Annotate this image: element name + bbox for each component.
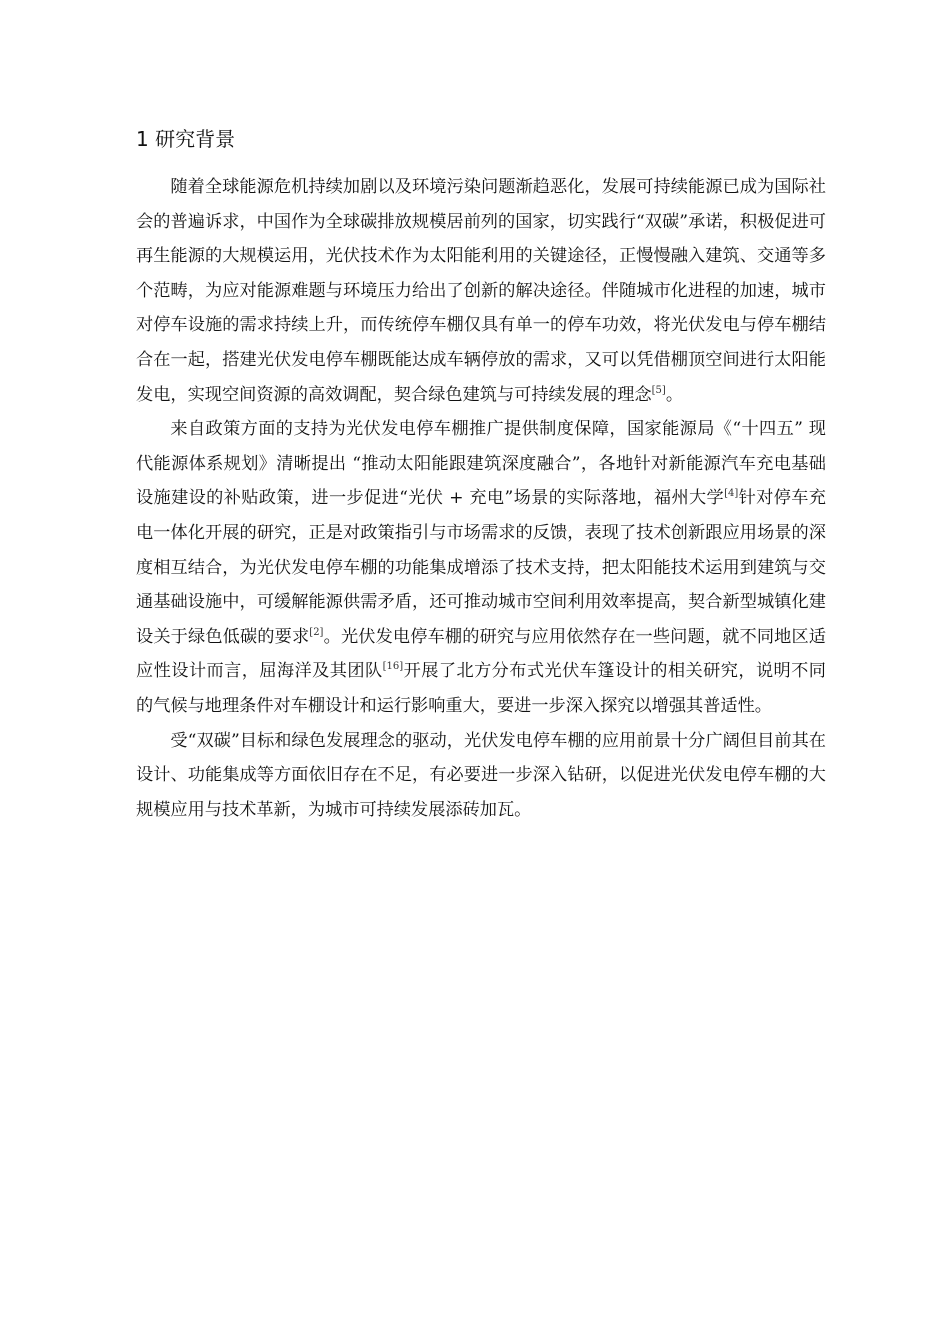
citation-ref: [5] — [651, 384, 666, 396]
section-heading: 1 研究背景 — [136, 127, 236, 151]
citation-ref: [4] — [724, 488, 739, 500]
paragraph-3 — [136, 724, 826, 828]
paragraph-text: 开展了北方分布式光伏车篷设计的相关研究，说明不同的气候与地理条件对车棚设计和运行影响重大，要进一步深入探究以增强其普适性。 — [136, 661, 826, 716]
paragraph-text: 。光伏发电停车棚的研究与应用依然存在一些问题，就不同地区适应性设计而言，屈海洋及其团队 — [136, 626, 826, 682]
paragraph-text: 随着全球能源危机持续加剧以及环境污染问题渐趋恶化，发展可持续能源已成为国际社会的普遍诉求，中国作为全球碳排放规模居前列的国家，切实践行“双碳”承诺，积极促进可再生能源的大规模运用，光伏技术作为太阳能利用的关键途径，正慢慢融入建筑、交通等多个范畴，为应对能源难题与环境压力给出了创新的解决途径。伴随城市化进程的加速，城市对停车设施的需求持续上升，而传统停车棚仅具有单一的停车功效，将光伏发电与停车棚结合在一起，搭建光伏发电停车棚既能达成车辆停放的需求，又可以凭借棚顶空间进行太阳能发电，实现空间资源的高效调配，契合绿色建筑与可持续发展的理念 — [136, 177, 826, 405]
paragraph-2 — [136, 412, 826, 723]
citation-ref: [16] — [382, 661, 404, 673]
paragraph-text: 来自政策方面的支持为光伏发电停车棚推广提供制度保障，国家能源局《“十四五” 现代能源体系规划》清晰提出 “推动太阳能跟建筑深度融合”，各地针对新能源汽车充电基础设施建设的补贴政策，进一步促进“光伏 + 充电”场景的实际落地，福州大学 — [136, 419, 826, 509]
paragraph-text: 针对停车充电一体化开展的研究，正是对政策指引与市场需求的反馈，表现了技术创新跟应用场景的深度相互结合，为光伏发电停车棚的功能集成增添了技术支持，把太阳能技术运用到建筑与交通基础设施中，可缓解能源供需矛盾，还可推动城市空间利用效率提高，契合新型城镇化建设关于绿色低碳的要求 — [136, 488, 826, 647]
citation-ref: [2] — [309, 626, 324, 638]
section-body — [136, 170, 826, 827]
paragraph-1 — [136, 170, 826, 412]
paragraph-text: 受“双碳”目标和绿色发展理念的驱动，光伏发电停车棚的应用前景十分广阔但目前其在设计、功能集成等方面依旧存在不足，有必要进一步深入钻研，以促进光伏发电停车棚的大规模应用与技术革新，为城市可持续发展添砖加瓦。 — [136, 730, 826, 820]
paragraph-text: 。 — [665, 384, 684, 405]
